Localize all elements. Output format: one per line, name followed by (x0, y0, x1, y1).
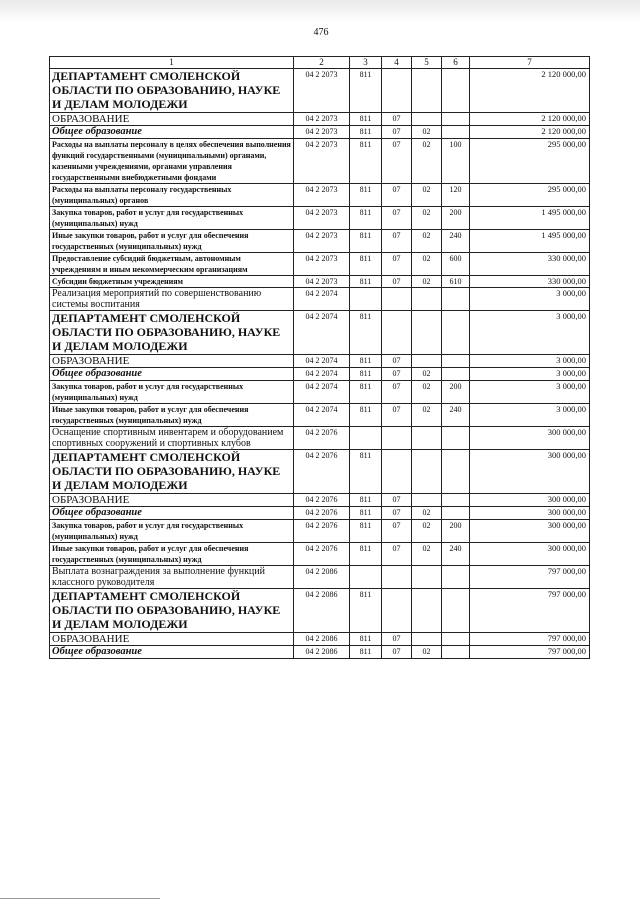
table-row (50, 113, 590, 126)
amount: 2 120 000,00 (470, 69, 590, 113)
expense-type-code (442, 566, 470, 589)
section-code: 07 (382, 368, 412, 381)
grbs-code: 811 (350, 139, 382, 184)
expense-type-code (442, 288, 470, 311)
section-code: 07 (382, 543, 412, 566)
table-row (50, 355, 590, 368)
grbs-code: 811 (350, 113, 382, 126)
amount: 3 000,00 (470, 381, 590, 404)
amount: 300 000,00 (470, 450, 590, 494)
expense-type-code (442, 450, 470, 494)
section-code (382, 589, 412, 633)
grbs-code: 811 (350, 520, 382, 543)
table-row (50, 126, 590, 139)
table-row (50, 450, 590, 494)
target-code: 04 2 2074 (294, 288, 350, 311)
grbs-code: 811 (350, 355, 382, 368)
subsection-code (412, 288, 442, 311)
table-row (50, 69, 590, 113)
amount: 3 000,00 (470, 355, 590, 368)
target-code: 04 2 2073 (294, 230, 350, 253)
row-name: Общее образование (50, 646, 294, 659)
row-name: Иные закупки товаров, работ и услуг для обеспечения государственных (муниципальных) нужд (50, 543, 294, 566)
row-name: Общее образование (50, 507, 294, 520)
grbs-code: 811 (350, 126, 382, 139)
row-name: ДЕПАРТАМЕНТ СМОЛЕНСКОЙ ОБЛАСТИ ПО ОБРАЗОВАНИЮ, НАУКЕ И ДЕЛАМ МОЛОДЕЖИ (50, 69, 294, 113)
section-code (382, 427, 412, 450)
scan-bottom-line (0, 898, 160, 899)
target-code: 04 2 2086 (294, 633, 350, 646)
grbs-code: 811 (350, 404, 382, 427)
target-code: 04 2 2073 (294, 69, 350, 113)
section-code (382, 450, 412, 494)
target-code: 04 2 2086 (294, 646, 350, 659)
expense-type-code: 600 (442, 253, 470, 276)
grbs-code: 811 (350, 507, 382, 520)
amount: 797 000,00 (470, 633, 590, 646)
amount: 797 000,00 (470, 566, 590, 589)
column-number: 6 (442, 57, 470, 69)
grbs-code: 811 (350, 311, 382, 355)
table-row (50, 646, 590, 659)
grbs-code: 811 (350, 184, 382, 207)
amount: 2 120 000,00 (470, 126, 590, 139)
expense-type-code: 200 (442, 381, 470, 404)
subsection-code: 02 (412, 139, 442, 184)
row-name: Общее образование (50, 368, 294, 381)
expense-type-code: 100 (442, 139, 470, 184)
subsection-code: 02 (412, 126, 442, 139)
expense-type-code (442, 507, 470, 520)
row-name: Реализация мероприятий по совершенствованию системы воспитания (50, 288, 294, 311)
section-code (382, 288, 412, 311)
amount: 3 000,00 (470, 288, 590, 311)
table-row (50, 507, 590, 520)
target-code: 04 2 2076 (294, 543, 350, 566)
grbs-code: 811 (350, 589, 382, 633)
subsection-code: 02 (412, 507, 442, 520)
subsection-code: 02 (412, 276, 442, 288)
target-code: 04 2 2073 (294, 126, 350, 139)
target-code: 04 2 2076 (294, 450, 350, 494)
expense-type-code (442, 69, 470, 113)
section-code: 07 (382, 355, 412, 368)
target-code: 04 2 2074 (294, 381, 350, 404)
amount: 295 000,00 (470, 184, 590, 207)
section-code: 07 (382, 126, 412, 139)
grbs-code: 811 (350, 450, 382, 494)
section-code: 07 (382, 184, 412, 207)
section-code: 07 (382, 494, 412, 507)
subsection-code (412, 69, 442, 113)
amount: 3 000,00 (470, 311, 590, 355)
table-row (50, 184, 590, 207)
subsection-code (412, 450, 442, 494)
subsection-code: 02 (412, 543, 442, 566)
table-row (50, 368, 590, 381)
target-code: 04 2 2073 (294, 113, 350, 126)
scan-artifact-band (0, 0, 640, 22)
row-name: Закупка товаров, работ и услуг для государственных (муниципальных) нужд (50, 381, 294, 404)
subsection-code: 02 (412, 646, 442, 659)
row-name: Расходы на выплаты персоналу государственных (муниципальных) органов (50, 184, 294, 207)
table-row (50, 427, 590, 450)
column-number: 7 (470, 57, 590, 69)
amount: 300 000,00 (470, 427, 590, 450)
grbs-code: 811 (350, 543, 382, 566)
column-number: 4 (382, 57, 412, 69)
target-code: 04 2 2076 (294, 427, 350, 450)
grbs-code: 811 (350, 69, 382, 113)
section-code: 07 (382, 646, 412, 659)
expense-type-code: 240 (442, 543, 470, 566)
expense-type-code (442, 494, 470, 507)
amount: 2 120 000,00 (470, 113, 590, 126)
target-code: 04 2 2074 (294, 311, 350, 355)
row-name: Оснащение спортивным инвентарем и оборудованием спортивных сооружений и спортивных клубов (50, 427, 294, 450)
section-code (382, 311, 412, 355)
expense-type-code (442, 646, 470, 659)
expense-type-code (442, 427, 470, 450)
subsection-code (412, 311, 442, 355)
amount: 300 000,00 (470, 520, 590, 543)
row-name: Иные закупки товаров, работ и услуг для обеспечения государственных (муниципальных) нужд (50, 230, 294, 253)
subsection-code: 02 (412, 230, 442, 253)
expense-type-code (442, 368, 470, 381)
section-code (382, 69, 412, 113)
table-row (50, 288, 590, 311)
expense-type-code (442, 355, 470, 368)
section-code: 07 (382, 633, 412, 646)
row-name: ДЕПАРТАМЕНТ СМОЛЕНСКОЙ ОБЛАСТИ ПО ОБРАЗОВАНИЮ, НАУКЕ И ДЕЛАМ МОЛОДЕЖИ (50, 311, 294, 355)
grbs-code: 811 (350, 253, 382, 276)
row-name: ДЕПАРТАМЕНТ СМОЛЕНСКОЙ ОБЛАСТИ ПО ОБРАЗОВАНИЮ, НАУКЕ И ДЕЛАМ МОЛОДЕЖИ (50, 589, 294, 633)
table-row (50, 543, 590, 566)
expense-type-code: 200 (442, 520, 470, 543)
table-row (50, 207, 590, 230)
section-code: 07 (382, 207, 412, 230)
grbs-code: 811 (350, 646, 382, 659)
target-code: 04 2 2076 (294, 494, 350, 507)
grbs-code: 811 (350, 230, 382, 253)
row-name: Субсидии бюджетным учреждениям (50, 276, 294, 288)
target-code: 04 2 2086 (294, 566, 350, 589)
target-code: 04 2 2086 (294, 589, 350, 633)
amount: 295 000,00 (470, 139, 590, 184)
section-code: 07 (382, 404, 412, 427)
amount: 300 000,00 (470, 543, 590, 566)
table-row (50, 633, 590, 646)
subsection-code (412, 113, 442, 126)
table-row (50, 276, 590, 288)
amount: 797 000,00 (470, 646, 590, 659)
grbs-code: 811 (350, 381, 382, 404)
grbs-code: 811 (350, 494, 382, 507)
page-number: 476 (313, 27, 329, 38)
section-code (382, 566, 412, 589)
row-name: Предоставление субсидий бюджетным, автономным учреждениям и иным некоммерческим организациям (50, 253, 294, 276)
grbs-code (350, 288, 382, 311)
target-code: 04 2 2073 (294, 139, 350, 184)
section-code: 07 (382, 520, 412, 543)
section-code: 07 (382, 230, 412, 253)
table-row (50, 311, 590, 355)
table-row (50, 520, 590, 543)
row-name: ДЕПАРТАМЕНТ СМОЛЕНСКОЙ ОБЛАСТИ ПО ОБРАЗОВАНИЮ, НАУКЕ И ДЕЛАМ МОЛОДЕЖИ (50, 450, 294, 494)
amount: 1 495 000,00 (470, 230, 590, 253)
section-code: 07 (382, 381, 412, 404)
row-name: ОБРАЗОВАНИЕ (50, 113, 294, 126)
target-code: 04 2 2074 (294, 404, 350, 427)
target-code: 04 2 2074 (294, 368, 350, 381)
row-name: Иные закупки товаров, работ и услуг для обеспечения государственных (муниципальных) нужд (50, 404, 294, 427)
table-row (50, 404, 590, 427)
expense-type-code (442, 633, 470, 646)
expense-type-code: 240 (442, 230, 470, 253)
table-row (50, 494, 590, 507)
expense-type-code: 120 (442, 184, 470, 207)
subsection-code (412, 589, 442, 633)
section-code: 07 (382, 113, 412, 126)
subsection-code (412, 494, 442, 507)
section-code: 07 (382, 253, 412, 276)
subsection-code: 02 (412, 381, 442, 404)
row-name: Закупка товаров, работ и услуг для государственных (муниципальных) нужд (50, 520, 294, 543)
column-number: 5 (412, 57, 442, 69)
amount: 330 000,00 (470, 276, 590, 288)
row-name: ОБРАЗОВАНИЕ (50, 494, 294, 507)
table-row (50, 253, 590, 276)
row-name: ОБРАЗОВАНИЕ (50, 633, 294, 646)
subsection-code: 02 (412, 207, 442, 230)
column-number-row (50, 57, 590, 69)
amount: 300 000,00 (470, 494, 590, 507)
target-code: 04 2 2073 (294, 207, 350, 230)
grbs-code (350, 566, 382, 589)
target-code: 04 2 2076 (294, 520, 350, 543)
amount: 330 000,00 (470, 253, 590, 276)
amount: 3 000,00 (470, 404, 590, 427)
section-code: 07 (382, 139, 412, 184)
column-number: 3 (350, 57, 382, 69)
row-name: ОБРАЗОВАНИЕ (50, 355, 294, 368)
table-row (50, 230, 590, 253)
section-code: 07 (382, 276, 412, 288)
target-code: 04 2 2074 (294, 355, 350, 368)
expense-type-code: 240 (442, 404, 470, 427)
expense-type-code (442, 126, 470, 139)
subsection-code: 02 (412, 368, 442, 381)
subsection-code (412, 633, 442, 646)
amount: 3 000,00 (470, 368, 590, 381)
subsection-code (412, 566, 442, 589)
subsection-code (412, 355, 442, 368)
target-code: 04 2 2076 (294, 507, 350, 520)
subsection-code: 02 (412, 184, 442, 207)
budget-table (49, 56, 590, 659)
row-name: Выплата вознаграждения за выполнение функций классного руководителя (50, 566, 294, 589)
row-name: Закупка товаров, работ и услуг для государственных (муниципальных) нужд (50, 207, 294, 230)
column-number: 1 (50, 57, 294, 69)
subsection-code (412, 427, 442, 450)
expense-type-code (442, 589, 470, 633)
grbs-code (350, 427, 382, 450)
grbs-code: 811 (350, 276, 382, 288)
table-row (50, 566, 590, 589)
column-number: 2 (294, 57, 350, 69)
amount: 1 495 000,00 (470, 207, 590, 230)
subsection-code: 02 (412, 520, 442, 543)
table-row (50, 139, 590, 184)
expense-type-code: 200 (442, 207, 470, 230)
budget-table-body (50, 57, 590, 659)
target-code: 04 2 2073 (294, 276, 350, 288)
table-row (50, 381, 590, 404)
table-row (50, 589, 590, 633)
expense-type-code: 610 (442, 276, 470, 288)
grbs-code: 811 (350, 368, 382, 381)
expense-type-code (442, 113, 470, 126)
grbs-code: 811 (350, 633, 382, 646)
subsection-code: 02 (412, 253, 442, 276)
amount: 797 000,00 (470, 589, 590, 633)
expense-type-code (442, 311, 470, 355)
section-code: 07 (382, 507, 412, 520)
row-name: Расходы на выплаты персоналу в целях обеспечения выполнения функций государственными (муниципальными) органами, казенными учреждениями, органами управления государственными внебюджетными фондами (50, 139, 294, 184)
amount: 300 000,00 (470, 507, 590, 520)
subsection-code: 02 (412, 404, 442, 427)
target-code: 04 2 2073 (294, 184, 350, 207)
row-name: Общее образование (50, 126, 294, 139)
grbs-code: 811 (350, 207, 382, 230)
target-code: 04 2 2073 (294, 253, 350, 276)
